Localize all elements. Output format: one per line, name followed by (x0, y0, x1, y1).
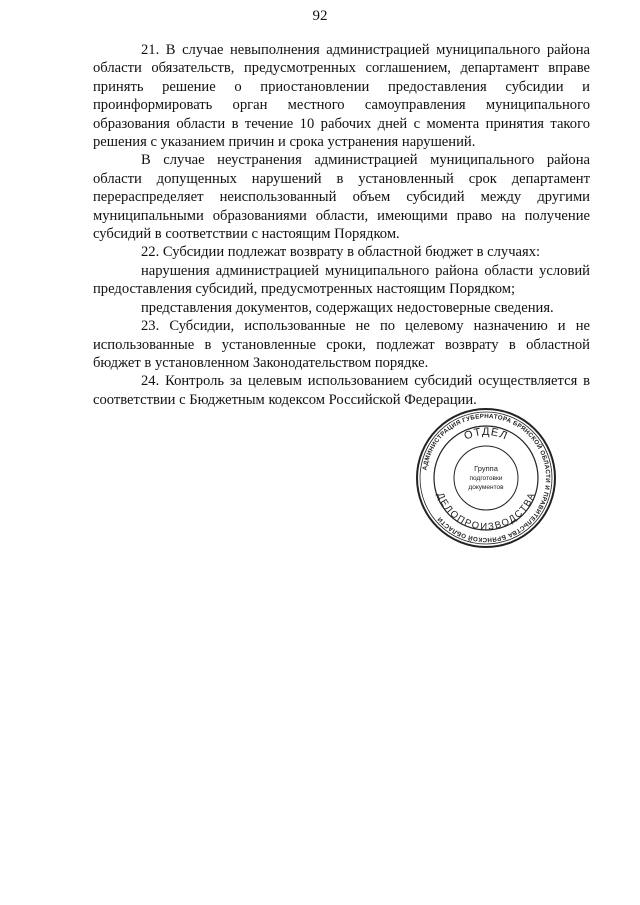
stamp-center-line-3: документов (468, 484, 504, 491)
official-stamp (415, 407, 557, 549)
stamp-center-line-2: подготовки (469, 475, 503, 482)
page-number: 92 (312, 8, 328, 24)
paragraph-22-case-1: нарушения администрацией муниципального района области условий предоставления субсидий, предусмотренных настоящим Порядком; (93, 262, 590, 298)
paragraph-24: 24. Контроль за целевым использованием субсидий осуществляется в соответствии с Бюджетным кодексом Российской Федерации. (93, 373, 590, 408)
stamp-inner-top: ОТДЕЛ (462, 425, 510, 443)
paragraph-22: 22. Субсидии подлежат возврату в областной бюджет в случаях: (141, 244, 541, 261)
stamp-inner-bottom: ДЕЛОПРОИЗВОДСТВА (434, 491, 538, 533)
document-body (93, 41, 590, 409)
paragraph-23: 23. Субсидии, использованные не по целевому назначению и не использованные в установленные сроки, подлежат возврату в областной бюджет в установленном Законодательством порядке. (93, 318, 590, 371)
paragraph-22-case-2: представления документов, содержащих недостоверные сведения. (141, 299, 554, 316)
paragraph-21-continuation: В случае неустранения администрацией муниципального района области допущенных нарушений в установленный срок департамент перераспределяет неиспользованный объем субсидий между другими муниципальными образованиями области, имеющими право на получение субсидий в соответствии с настоящим Порядком. (93, 152, 590, 243)
stamp-outer-text: АДМИНИСТРАЦИЯ ГУБЕРНАТОРА БРЯНСКОЙ ОБЛАСТИ И ПРАВИТЕЛЬСТВА БРЯНСКОЙ ОБЛАСТИ (421, 412, 552, 544)
stamp-center-line-1: Группа (474, 464, 498, 473)
paragraph-21: 21. В случае невыполнения администрацией муниципального района области обязательств, предусмотренных соглашением, департамент вправе принять решение о приостановлении предоставления субсидии и проинформировать орган местного самоуправления муниципального образования области в течение 10 рабочих дней с момента принятия такого решения с указанием причин и срока устранения нарушений. (93, 42, 590, 151)
